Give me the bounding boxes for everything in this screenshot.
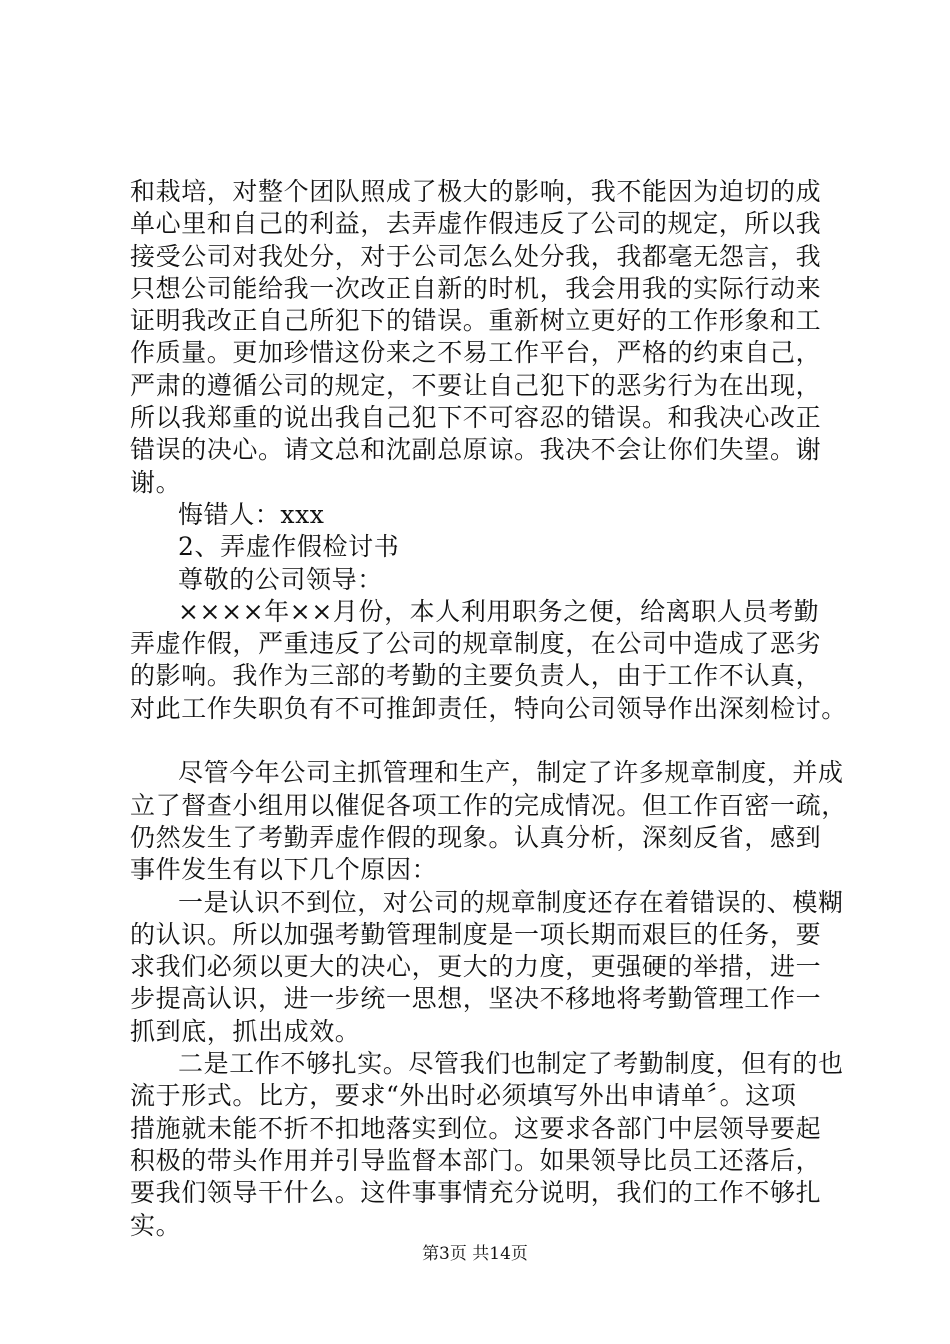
page-footer: 第3页 共14页 <box>422 1244 528 1264</box>
text-line: 错误的决心。请文总和沈副总原谅。我决不会让你们失望。谢 <box>130 435 822 465</box>
text-line: 实。 <box>130 1210 182 1240</box>
text-line: 流于形式。比方，要求“外出时必须填写外出申请单〞。这项 <box>130 1081 797 1111</box>
text-line: 所以我郑重的说出我自己犯下不可容忍的错误。和我决心改正 <box>130 403 822 433</box>
text-line: 的认识。所以加强考勤管理制度是一项长期而艰巨的任务，要 <box>130 919 822 949</box>
text-line: 尊敬的公司领导： <box>178 564 383 594</box>
text-line: 2、弄虚作假检讨书 <box>178 532 400 562</box>
text-line: 谢。 <box>130 467 182 497</box>
text-line: 尽管今年公司主抓管理和生产，制定了许多规章制度，并成 <box>178 758 844 788</box>
text-line: 作质量。更加珍惜这份来之不易工作平台，严格的约束自己， <box>130 338 822 368</box>
text-line: 事件发生有以下几个原因： <box>130 855 438 885</box>
text-line: 措施就未能不折不扣地落实到位。这要求各部门中层领导要起 <box>130 1113 822 1143</box>
text-line: 二是工作不够扎实。尽管我们也制定了考勤制度，但有的也 <box>178 1049 844 1079</box>
text-line: 的影响。我作为三部的考勤的主要负责人，由于工作不认真， <box>130 661 822 691</box>
text-line: 对此工作失职负有不可推卸责任，特向公司领导作出深刻检讨。 <box>130 693 847 723</box>
text-line: 弄虚作假，严重违反了公司的规章制度，在公司中造成了恶劣 <box>130 629 822 659</box>
text-line: 抓到底，抓出成效。 <box>130 1016 361 1046</box>
text-line: 积极的带头作用并引导监督本部门。如果领导比员工还落后， <box>130 1145 822 1175</box>
text-line: 和栽培，对整个团队照成了极大的影响，我不能因为迫切的成 <box>130 177 822 206</box>
text-line: 只想公司能给我一次改正自新的时机，我会用我的实际行动来 <box>130 273 822 303</box>
text-line: 严肃的遵循公司的规定，不要让自己犯下的恶劣行为在出现， <box>130 370 822 400</box>
text-line: 仍然发生了考勤弄虚作假的现象。认真分析，深刻反省，感到 <box>130 822 822 852</box>
text-line: 要我们领导干什么。这件事事情充分说明，我们的工作不够扎 <box>130 1178 822 1208</box>
text-line: 立了督查小组用以催促各项工作的完成情况。但工作百密一疏， <box>130 790 847 820</box>
text-line: 单心里和自己的利益，去弄虚作假违反了公司的规定，所以我 <box>130 209 822 239</box>
blank-line <box>130 725 830 757</box>
text-line: 接受公司对我处分，对于公司怎么处分我，我都毫无怨言，我 <box>130 241 822 271</box>
text-line: 求我们必须以更大的决心，更大的力度，更强硬的举措，进一 <box>130 952 822 982</box>
text-line: ××××年××月份，本人利用职务之便，给离职人员考勤 <box>178 596 820 626</box>
text-line: 步提高认识，进一步统一思想，坚决不移地将考勤管理工作一 <box>130 984 822 1014</box>
text-line: 一是认识不到位，对公司的规章制度还存在着错误的、模糊 <box>178 887 844 917</box>
text-line: 证明我改正自己所犯下的错误。重新树立更好的工作形象和工 <box>130 306 822 336</box>
document-body <box>130 176 847 1242</box>
text-line: 悔错人：xxx <box>178 499 325 529</box>
